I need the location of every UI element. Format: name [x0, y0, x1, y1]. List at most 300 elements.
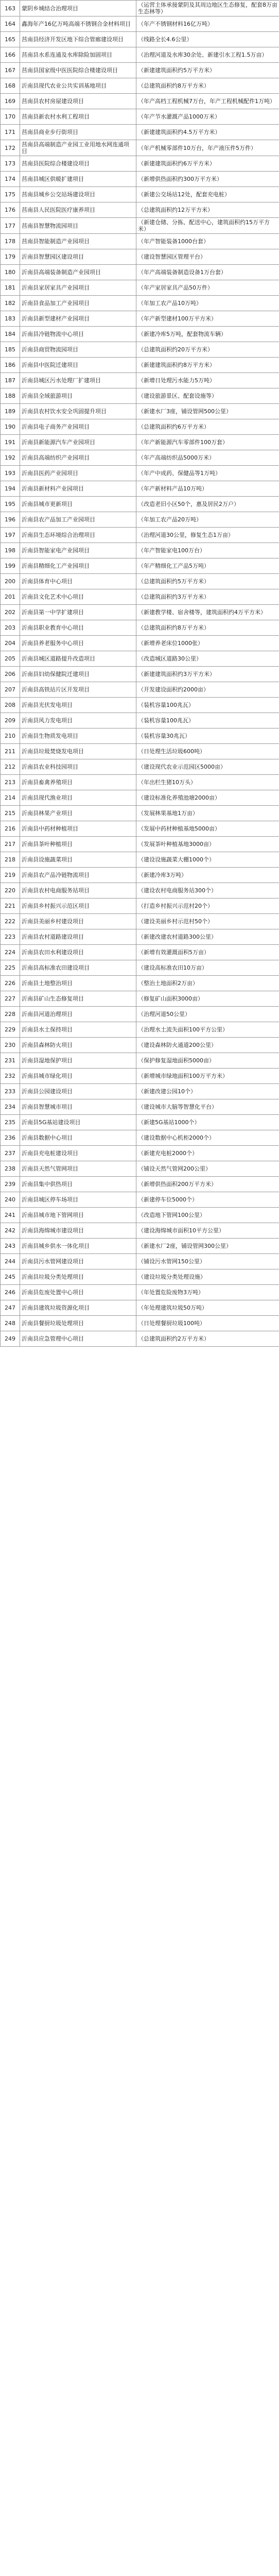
table-row: [1, 1053, 279, 1069]
row-number: 200: [1, 574, 20, 589]
table-row: [1, 78, 279, 94]
project-description: （总建筑面积约2万平方米）: [136, 1331, 279, 1347]
project-description: （新建冷库3万吨）: [136, 868, 279, 883]
project-name: 沂南县现代农业公共实训基地项目: [20, 78, 136, 94]
row-number: 240: [1, 1192, 20, 1208]
project-description: （整治土地面积2万亩）: [136, 976, 279, 991]
project-description: （年产智能装备1000台套）: [136, 234, 279, 249]
project-description: （年产高端纺织品5000万米）: [136, 450, 279, 466]
project-name: 沂南县农产品加工产业园项目: [20, 512, 136, 528]
table-row: [1, 388, 279, 404]
project-description: （建设设施蔬菜大棚1000个）: [136, 852, 279, 868]
row-number: 208: [1, 698, 20, 713]
row-number: 203: [1, 620, 20, 636]
project-name: 沂南县城市更新项目: [20, 497, 136, 512]
table-row: [1, 342, 279, 358]
row-number: 192: [1, 450, 20, 466]
table-row: [1, 759, 279, 775]
project-rows: [1, 1, 279, 1347]
project-description: （年处理建筑垃圾50万吨）: [136, 1300, 279, 1316]
table-row: [1, 1146, 279, 1161]
project-name: 莒南县商业步行街项目: [20, 125, 136, 140]
project-description: （新建建筑面积约8万平方米）: [136, 358, 279, 373]
project-name: 沂南县体育中心项目: [20, 574, 136, 589]
project-name: 沂南县畜禽养殖项目: [20, 775, 136, 790]
table-row: [1, 435, 279, 450]
table-row: [1, 296, 279, 311]
project-name: 沂南县新型建材产业园项目: [20, 311, 136, 327]
project-description: （装机容量100兆瓦）: [136, 713, 279, 728]
project-description: （新建仓储、分拣、配送中心，建筑面积约15万平方米）: [136, 218, 279, 234]
project-description: （新增供热面积约300万平方米）: [136, 172, 279, 187]
project-name: 沂南县电子商务产业园项目: [20, 419, 136, 435]
table-row: [1, 497, 279, 512]
table-row: [1, 883, 279, 899]
table-row: [1, 311, 279, 327]
project-name: 莒南县城乡公交站场建设项目: [20, 187, 136, 202]
project-name: 沂南县第一中学扩建项目: [20, 605, 136, 620]
row-number: 216: [1, 821, 20, 837]
table-row: [1, 589, 279, 605]
row-number: 189: [1, 404, 20, 419]
row-number: 199: [1, 558, 20, 574]
table-row: [1, 1099, 279, 1115]
project-name: 沂南县家居家具产业园项目: [20, 280, 136, 296]
row-number: 248: [1, 1316, 20, 1331]
project-description: （治理河道30公里，修复生态1万亩）: [136, 528, 279, 543]
project-description: （新建建筑面积约6万平方米）: [136, 156, 279, 172]
project-description: （新建冷库5万吨，配套物流车辆）: [136, 327, 279, 342]
table-row: [1, 234, 279, 249]
row-number: 188: [1, 388, 20, 404]
row-number: 164: [1, 16, 20, 32]
project-name: 沂南县职业教育中心项目: [20, 620, 136, 636]
project-description: （新增日处理污水能力5万吨）: [136, 373, 279, 388]
table-row: [1, 63, 279, 78]
project-name: 沂南县高标准农田建设项目: [20, 960, 136, 976]
table-row: [1, 156, 279, 172]
project-name: 沂南县现代渔业项目: [20, 790, 136, 806]
project-name: 莒南县城区供暖扩建项目: [20, 172, 136, 187]
row-number: 243: [1, 1239, 20, 1254]
project-description: （发展茶叶种植基地3000亩）: [136, 837, 279, 852]
table-row: [1, 713, 279, 728]
table-row: [1, 543, 279, 558]
row-number: 181: [1, 280, 20, 296]
row-number: 178: [1, 234, 20, 249]
project-name: 沂南县食品加工产业园项目: [20, 296, 136, 311]
project-description: （线路全长4.6公里）: [136, 32, 279, 47]
project-description: （日处理生活垃圾600吨）: [136, 744, 279, 759]
table-row: [1, 605, 279, 620]
row-number: 221: [1, 899, 20, 914]
project-name: 沂南县高端纺织产业园项目: [20, 450, 136, 466]
project-name: 沂南县智能家电产业园项目: [20, 543, 136, 558]
project-description: （新增城市绿地面积100万平方米）: [136, 1069, 279, 1084]
project-name: 沂南县5G基站建设项目: [20, 1115, 136, 1130]
project-description: （年产不锈钢材料16亿万吨）: [136, 16, 279, 32]
project-name: 沂南县公园建设项目: [20, 1084, 136, 1099]
project-name: 莒南县水系连通及水库除险加固项目: [20, 47, 136, 63]
table-row: [1, 1254, 279, 1269]
table-row: [1, 373, 279, 388]
project-name: 莒南县新农村水利工程项目: [20, 109, 136, 125]
project-name: 沂南县高端装备制造产业园项目: [20, 265, 136, 280]
table-row: [1, 94, 279, 109]
project-description: （改造老旧小区50个，惠及居民2万户）: [136, 497, 279, 512]
row-number: 217: [1, 837, 20, 852]
table-row: [1, 32, 279, 47]
project-name: 沂南县土地整治项目: [20, 976, 136, 991]
row-number: 214: [1, 790, 20, 806]
project-description: （新建水厂2座，铺设管网300公里）: [136, 1239, 279, 1254]
table-row: [1, 466, 279, 481]
project-description: （新建改建农村道路300公里）: [136, 929, 279, 945]
row-number: 215: [1, 806, 20, 821]
project-description: （新建水厂3座，铺设管网500公里）: [136, 404, 279, 419]
row-number: 247: [1, 1300, 20, 1316]
project-description: （总建筑面积约20万平方米）: [136, 342, 279, 358]
project-name: 沂南县文化艺术中心项目: [20, 589, 136, 605]
project-name: 沂南县医药产业园项目: [20, 466, 136, 481]
project-description: （新建停车位5000个）: [136, 1192, 279, 1208]
project-name: 沂南县河道治理项目: [20, 1007, 136, 1022]
project-name: 沂南县水土保持项目: [20, 1022, 136, 1038]
row-number: 197: [1, 528, 20, 543]
project-name: 沂南县集中供热项目: [20, 1177, 136, 1192]
project-name: 沂南县城乡供水一体化项目: [20, 1239, 136, 1254]
project-description: （新建充电桩2000个）: [136, 1146, 279, 1161]
table-row: [1, 125, 279, 140]
project-description: （铺设污水管网150公里）: [136, 1254, 279, 1269]
project-name: 沂南县美丽乡村建设项目: [20, 914, 136, 929]
project-description: （年产新型建材100万平方米）: [136, 311, 279, 327]
row-number: 191: [1, 435, 20, 450]
row-number: 238: [1, 1161, 20, 1177]
project-description: （发展中药材种植基地5000亩）: [136, 821, 279, 837]
table-row: [1, 682, 279, 698]
project-name: 莒南县农村房屋建设项目: [20, 94, 136, 109]
project-description: （建设垃圾分类处理设施）: [136, 1269, 279, 1285]
project-description: （总建筑面积约12万平方米）: [136, 202, 279, 218]
row-number: 168: [1, 78, 20, 94]
project-description: （新建5G基站1000个）: [136, 1115, 279, 1130]
project-description: （发展林果基地1万亩）: [136, 806, 279, 821]
table-row: [1, 265, 279, 280]
project-description: （修复矿山面积3000亩）: [136, 991, 279, 1007]
row-number: 229: [1, 1022, 20, 1038]
table-row: [1, 852, 279, 868]
project-description: （建设数据中心机柜2000个）: [136, 1130, 279, 1146]
table-row: [1, 404, 279, 419]
row-number: 194: [1, 481, 20, 497]
project-description: （改造城区道路30公里）: [136, 651, 279, 667]
project-description: （年产中成药、保健品等1万吨）: [136, 466, 279, 481]
project-name: 沂南县充电桩建设项目: [20, 1146, 136, 1161]
row-number: 201: [1, 589, 20, 605]
project-description: （新建建筑面积约4.5万平方米）: [136, 125, 279, 140]
table-row: [1, 1038, 279, 1053]
table-row: [1, 620, 279, 636]
project-name: 沂南县农村电商服务站项目: [20, 883, 136, 899]
row-number: 195: [1, 497, 20, 512]
project-name: 沂南县智慧城市项目: [20, 1099, 136, 1115]
table-row: [1, 140, 279, 156]
project-description: （建设美丽乡村示范村50个）: [136, 914, 279, 929]
table-row: [1, 1223, 279, 1239]
row-number: 187: [1, 373, 20, 388]
project-description: （建设城市大脑等智慧化平台）: [136, 1099, 279, 1115]
project-description: （改造地下管网100公里）: [136, 1208, 279, 1223]
row-number: 241: [1, 1208, 20, 1223]
project-name: 沂南县湿地保护项目: [20, 1053, 136, 1069]
table-row: [1, 1285, 279, 1300]
project-name: 沂南县全域旅游项目: [20, 388, 136, 404]
project-description: （治理河道50公里）: [136, 1007, 279, 1022]
row-number: 206: [1, 667, 20, 682]
row-number: 239: [1, 1177, 20, 1192]
row-number: 172: [1, 140, 20, 156]
project-name: 沂南县林果产业项目: [20, 806, 136, 821]
project-description: （年产新材料产品10万吨）: [136, 481, 279, 497]
project-name: 莒南县医院综合楼建设项目: [20, 156, 136, 172]
project-description: （年产高档工程机械7万台，年产工程机械配件1万吨）: [136, 94, 279, 109]
table-row: [1, 868, 279, 883]
row-number: 169: [1, 94, 20, 109]
table-row: [1, 914, 279, 929]
row-number: 182: [1, 296, 20, 311]
row-number: 230: [1, 1038, 20, 1053]
row-number: 218: [1, 852, 20, 868]
project-name: 沂南县餐厨垃圾处理项目: [20, 1316, 136, 1331]
table-row: [1, 187, 279, 202]
project-description: （建设海绵城市面积10平方公里）: [136, 1223, 279, 1239]
project-description: （年处置危险废物3万吨）: [136, 1285, 279, 1300]
row-number: 179: [1, 249, 20, 265]
project-description: （年产新能源汽车零部件100万套）: [136, 435, 279, 450]
table-row: [1, 1084, 279, 1099]
row-number: 249: [1, 1331, 20, 1347]
table-row: [1, 1269, 279, 1285]
row-number: 242: [1, 1223, 20, 1239]
table-row: [1, 249, 279, 265]
row-number: 223: [1, 929, 20, 945]
project-name: 沂南县垃圾分类处理项目: [20, 1269, 136, 1285]
row-number: 222: [1, 914, 20, 929]
row-number: 177: [1, 218, 20, 234]
table-row: [1, 172, 279, 187]
table-row: [1, 1208, 279, 1223]
project-description: （年加工农产品20万吨）: [136, 512, 279, 528]
row-number: 246: [1, 1285, 20, 1300]
project-name: 沂南县污水管网建设项目: [20, 1254, 136, 1269]
row-number: 184: [1, 327, 20, 342]
table-row: [1, 775, 279, 790]
row-number: 165: [1, 32, 20, 47]
row-number: 198: [1, 543, 20, 558]
project-name: 沂南县智慧园区建设项目: [20, 249, 136, 265]
project-name: 沂南县农业科技园项目: [20, 759, 136, 775]
project-name: 沂南县生物质发电项目: [20, 728, 136, 744]
row-number: 244: [1, 1254, 20, 1269]
project-name: 沂南县中医院迁建项目: [20, 358, 136, 373]
project-description: （新增供热面积200万平方米）: [136, 1177, 279, 1192]
table-row: [1, 1115, 279, 1130]
project-name: 沂南县养老服务中心项目: [20, 636, 136, 651]
project-name: 沂南县天然气管网项目: [20, 1161, 136, 1177]
project-description: （总建筑面积约6万平方米）: [136, 419, 279, 435]
table-row: [1, 636, 279, 651]
row-number: 210: [1, 728, 20, 744]
row-number: 202: [1, 605, 20, 620]
project-description: （运营主体承接蒙阴及其周边地区生态修复，配套8万亩生态林等）: [136, 1, 279, 16]
row-number: 174: [1, 172, 20, 187]
table-row: [1, 651, 279, 667]
project-description: （年产精细化工产品5万吨）: [136, 558, 279, 574]
row-number: 225: [1, 960, 20, 976]
row-number: 228: [1, 1007, 20, 1022]
project-name: 沂南县新材料产业园项目: [20, 481, 136, 497]
row-number: 235: [1, 1115, 20, 1130]
row-number: 219: [1, 868, 20, 883]
project-description: （治理水土流失面积100平方公里）: [136, 1022, 279, 1038]
project-name: 沂南县数据中心项目: [20, 1130, 136, 1146]
project-name: 沂南县茶叶种植项目: [20, 837, 136, 852]
project-name: 沂南县农村饮水安全巩固提升项目: [20, 404, 136, 419]
project-description: （建设现代农业示范园区5000亩）: [136, 759, 279, 775]
table-row: [1, 929, 279, 945]
row-number: 227: [1, 991, 20, 1007]
project-name: 沂南县城区道路提升改造项目: [20, 651, 136, 667]
table-row: [1, 667, 279, 682]
row-number: 245: [1, 1269, 20, 1285]
row-number: 204: [1, 636, 20, 651]
project-description: （日处理餐厨垃圾100吨）: [136, 1316, 279, 1331]
project-name: 沂南县精细化工产业园项目: [20, 558, 136, 574]
table-row: [1, 327, 279, 342]
project-description: （建设旅游景区、配套设施等）: [136, 388, 279, 404]
row-number: 170: [1, 109, 20, 125]
project-name: 沂南县新能源汽车产业园项目: [20, 435, 136, 450]
project-description: （建设标准化养殖池塘2000亩）: [136, 790, 279, 806]
table-row: [1, 280, 279, 296]
project-description: （新建改建公园10个）: [136, 1084, 279, 1099]
row-number: 180: [1, 265, 20, 280]
project-name: 沂南县应急管理中心项目: [20, 1331, 136, 1347]
table-row: [1, 899, 279, 914]
project-name: 沂南县农产品冷链物流项目: [20, 868, 136, 883]
project-description: （开发建设面积约2000亩）: [136, 682, 279, 698]
project-description: （年加工农产品10万吨）: [136, 296, 279, 311]
project-description: （建设森林防火通道200公里）: [136, 1038, 279, 1053]
project-name: 莒南县国家级中医医院综合楼建设项目: [20, 63, 136, 78]
table-row: [1, 450, 279, 466]
row-number: 213: [1, 775, 20, 790]
table-row: [1, 558, 279, 574]
table-row: [1, 218, 279, 234]
table-row: [1, 976, 279, 991]
project-description: （总建筑面积约3万平方米）: [136, 589, 279, 605]
project-description: （年产家居家具产品50万件）: [136, 280, 279, 296]
row-number: 211: [1, 744, 20, 759]
row-number: 224: [1, 945, 20, 960]
row-number: 212: [1, 759, 20, 775]
project-description: （装机容量30兆瓦）: [136, 728, 279, 744]
project-description: （打造乡村振兴示范村20个）: [136, 899, 279, 914]
row-number: 183: [1, 311, 20, 327]
table-row: [1, 1192, 279, 1208]
project-name: 沂南县商贸物流园项目: [20, 342, 136, 358]
row-number: 166: [1, 47, 20, 63]
table-row: [1, 728, 279, 744]
project-name: 沂南县风力发电项目: [20, 713, 136, 728]
row-number: 209: [1, 713, 20, 728]
project-name: 沂南县乡村振兴示范区项目: [20, 899, 136, 914]
project-name: 莒南县智慧物流园项目: [20, 218, 136, 234]
project-name: 沂南县城市绿化项目: [20, 1069, 136, 1084]
project-description: （治理河道及水库30余处、新建引水工程1.5万亩）: [136, 47, 279, 63]
table-row: [1, 574, 279, 589]
project-name: 沂南县农村道路建设项目: [20, 929, 136, 945]
table-row: [1, 1069, 279, 1084]
project-name: 莒南县经济开发区地下综合管廊建设项目: [20, 32, 136, 47]
table-row: [1, 1177, 279, 1192]
table-row: [1, 528, 279, 543]
row-number: 176: [1, 202, 20, 218]
row-number: 167: [1, 63, 20, 78]
table-row: [1, 109, 279, 125]
project-description: （年产智能家电100万台）: [136, 543, 279, 558]
project-name: 沂南县冷链物流中心项目: [20, 327, 136, 342]
project-name: 沂南县城市地下管网项目: [20, 1208, 136, 1223]
project-name: 沂南县矿山生态修复项目: [20, 991, 136, 1007]
project-name: 沂南县城区停车场项目: [20, 1192, 136, 1208]
project-description: （总建筑面积约8万平方米）: [136, 620, 279, 636]
project-description: （建设智慧园区管理平台）: [136, 249, 279, 265]
table-row: [1, 698, 279, 713]
row-number: 185: [1, 342, 20, 358]
project-name: 鑫海年产16亿万吨高端不锈钢合金材料项目: [20, 16, 136, 32]
table-row: [1, 821, 279, 837]
row-number: 190: [1, 419, 20, 435]
project-description: （年出栏生猪10万头）: [136, 775, 279, 790]
table-row: [1, 1239, 279, 1254]
table-row: [1, 1022, 279, 1038]
project-description: （建设农村电商服务站300个）: [136, 883, 279, 899]
table-row: [1, 1161, 279, 1177]
table-row: [1, 358, 279, 373]
project-name: 莒南县人民医院医疗康养项目: [20, 202, 136, 218]
table-row: [1, 1007, 279, 1022]
project-description: （年产高端装备制造设备1万台套）: [136, 265, 279, 280]
project-description: （新建建筑面积约3万平方米）: [136, 667, 279, 682]
project-description: （保护修复湿地面积5000亩）: [136, 1053, 279, 1069]
table-row: [1, 481, 279, 497]
table-row: [1, 945, 279, 960]
table-row: [1, 1331, 279, 1347]
row-number: 171: [1, 125, 20, 140]
project-description: （铺设天然气管网200公里）: [136, 1161, 279, 1177]
project-name: 沂南县光伏发电项目: [20, 698, 136, 713]
table-row: [1, 837, 279, 852]
project-name: 沂南县危废处置中心项目: [20, 1285, 136, 1300]
row-number: 226: [1, 976, 20, 991]
table-row: [1, 960, 279, 976]
project-description: （新增养老床位1000张）: [136, 636, 279, 651]
row-number: 237: [1, 1146, 20, 1161]
project-name: 沂南县设施蔬菜项目: [20, 852, 136, 868]
project-description: （新建建筑面积约5万平方米）: [136, 63, 279, 78]
